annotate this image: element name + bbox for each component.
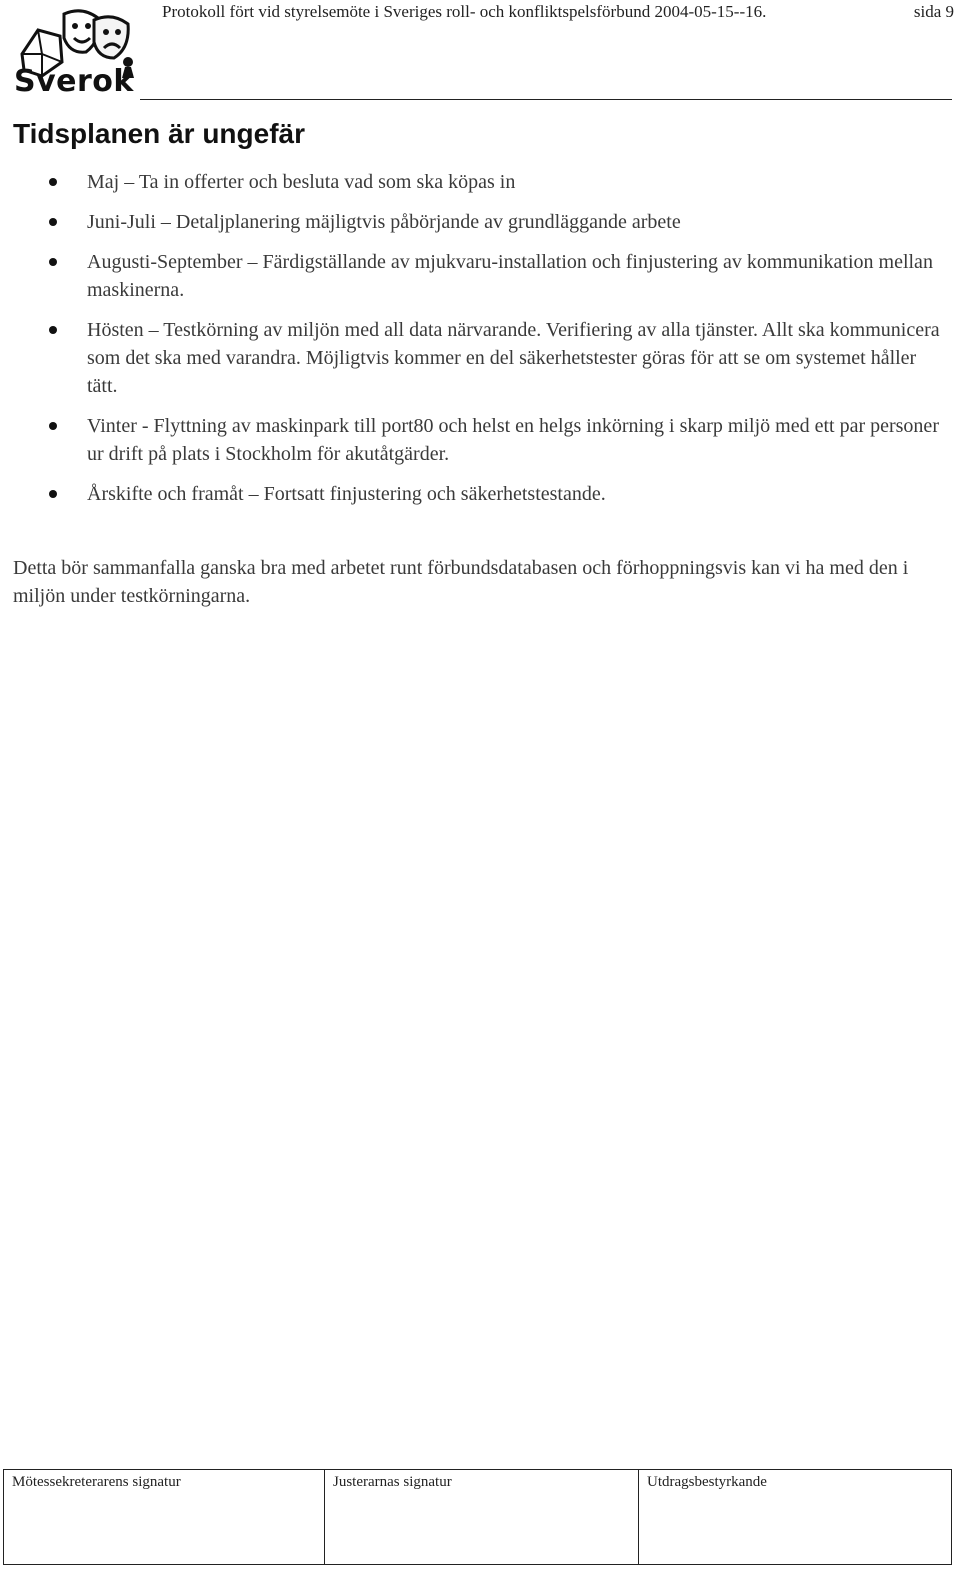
body-paragraph: Detta bör sammanfalla ganska bra med arbetet runt förbundsdatabasen och förhoppningsvis kan vi ha med den i miljön under testkörningarna.	[13, 557, 909, 607]
signature-label: Mötessekreterarens signatur	[12, 1474, 181, 1490]
schedule-item-text: Augusti-September – Färdigställande av mjukvaru-installation och finjustering av kommunikation mellan maskinerna.	[87, 251, 933, 301]
signature-label: Justerarnas signatur	[333, 1474, 452, 1490]
schedule-item	[0, 208, 960, 236]
header-rule	[140, 99, 952, 100]
bullet-icon	[49, 178, 57, 186]
schedule-item-text: Hösten – Testkörning av miljön med all data närvarande. Verifiering av alla tjänster. Allt ska kommunicera som det ska med varandra. Möjligtvis kommer en del säkerhetstester göras för att se om systemet håller tätt.	[87, 319, 940, 397]
schedule-item	[0, 248, 960, 304]
section-heading: Tidsplanen är ungefär	[13, 118, 305, 149]
bullet-icon	[49, 218, 57, 226]
schedule-list	[0, 168, 960, 520]
schedule-item-text: Juni-Juli – Detaljplanering mäjligtvis påbörjande av grundläggande arbete	[87, 211, 681, 233]
bullet-icon	[49, 490, 57, 498]
signature-box-adjusters	[325, 1470, 639, 1565]
schedule-item	[0, 480, 960, 508]
signature-label: Utdragsbestyrkande	[647, 1474, 767, 1490]
header-title: Protokoll fört vid styrelsemöte i Sveriges roll- och konfliktspelsförbund 2004-05-15--16.	[162, 2, 767, 21]
bullet-icon	[49, 258, 57, 266]
bullet-icon	[49, 326, 57, 334]
bullet-icon	[49, 422, 57, 430]
logo-wordmark: Sverok	[14, 64, 134, 99]
schedule-item-text: Vinter - Flyttning av maskinpark till port80 och helst en helgs inkörning i skarp miljö med ett par personer ur drift på plats i Stockholm för akutåtgärder.	[87, 415, 939, 465]
schedule-item	[0, 168, 960, 196]
signature-box-secretary	[4, 1470, 325, 1565]
sverok-logo	[12, 4, 142, 99]
schedule-item-text: Maj – Ta in offerter och besluta vad som ska köpas in	[87, 171, 516, 193]
schedule-item-text: Årskifte och framåt – Fortsatt finjustering och säkerhetstestande.	[87, 483, 606, 505]
schedule-item	[0, 316, 960, 400]
schedule-item	[0, 412, 960, 468]
signature-box-certification	[639, 1470, 952, 1565]
signature-table	[3, 1469, 952, 1565]
page-number: sida 9	[913, 2, 954, 21]
